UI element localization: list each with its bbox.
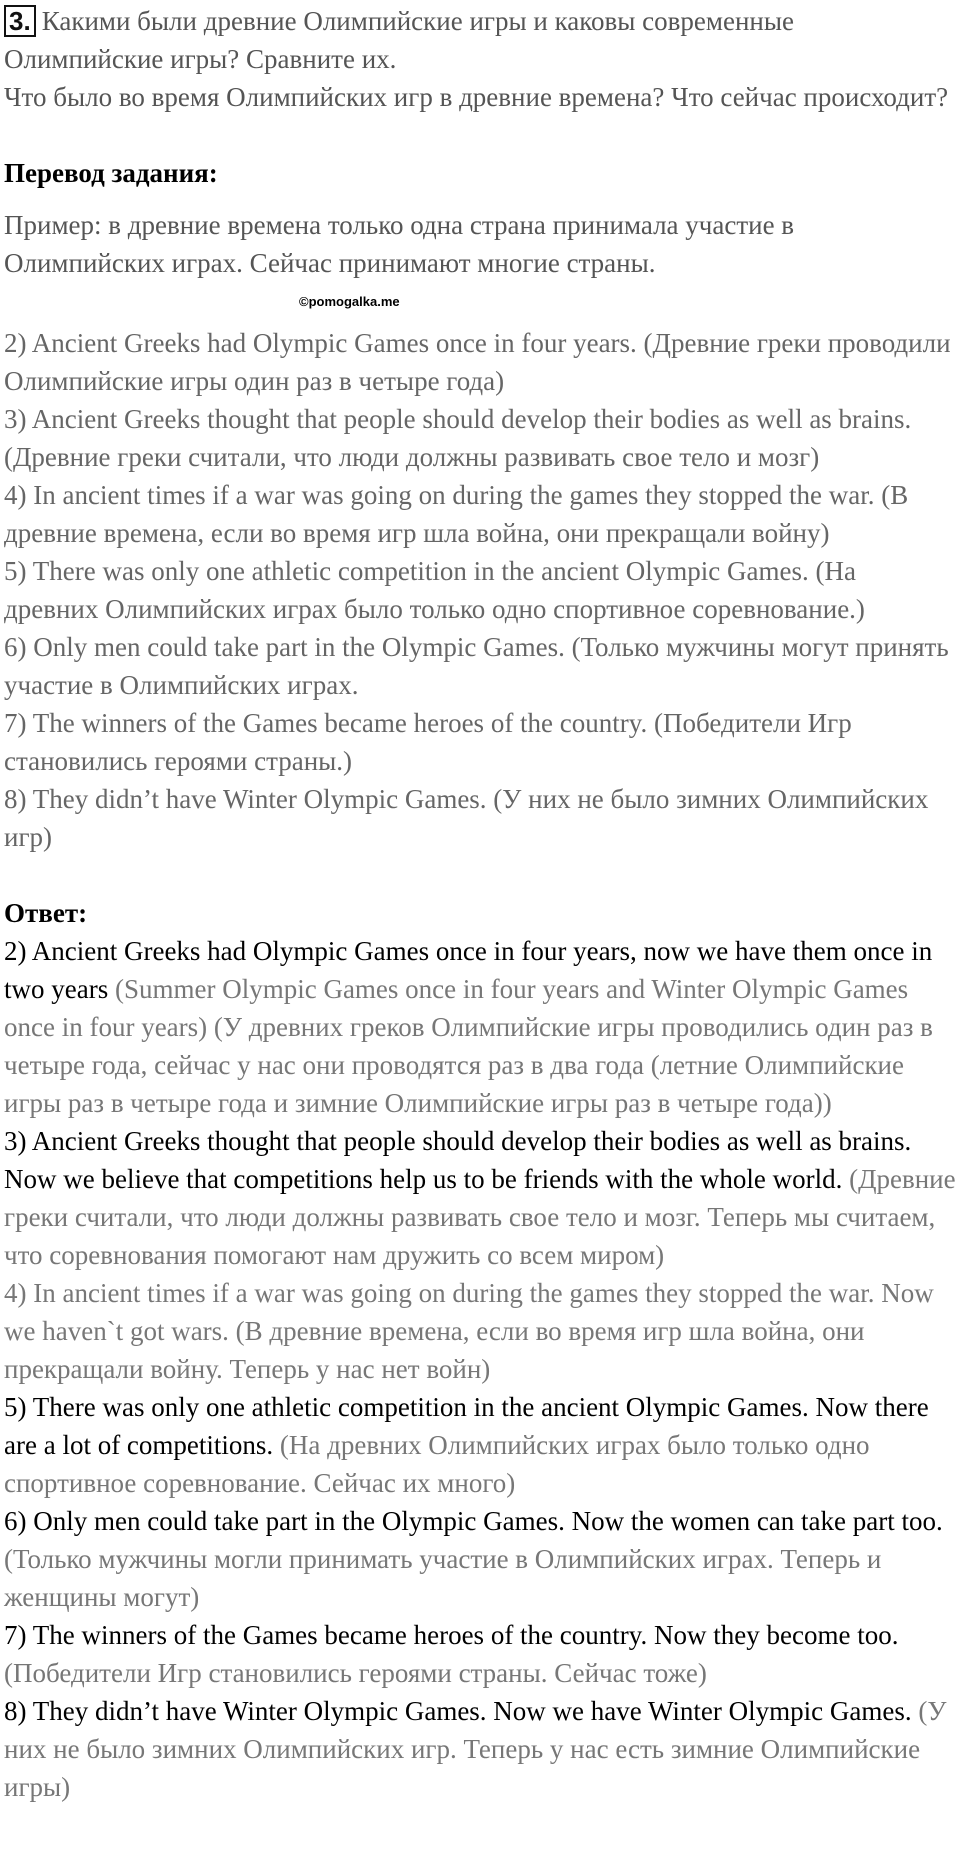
answer-translation: 4) In ancient times if a war was going on during the games they stopped the war. Now we haven`t got wars. (В древние времена, если во время игр шла война, они прекращали войну. Теперь у нас нет войн) xyxy=(4,1278,934,1384)
answer-translation: (Древние греки считали, что люди должны развивать свое тело и мозг. Теперь мы считаем, что соревнования помогают нам дружить со всем миром) xyxy=(4,1164,956,1270)
translation-heading: Перевод задания: xyxy=(4,158,218,188)
answer-item xyxy=(4,1388,956,1502)
answer-list xyxy=(4,932,956,1806)
answer-item xyxy=(4,1692,956,1806)
spacer xyxy=(4,116,956,154)
answer-item xyxy=(4,1502,956,1616)
translation-item: 7) The winners of the Games became heroes of the country. (Победители Игр становились героями страны.) xyxy=(4,708,852,776)
spacer xyxy=(4,192,956,206)
translation-item: 3) Ancient Greeks thought that people should develop their bodies as well as brains. (Древние греки считали, что люди должны развивать свое тело и мозг) xyxy=(4,404,912,472)
answer-translation: (Summer Olympic Games once in four years and Winter Olympic Games once in four years) (У древних греков Олимпийские игры проводились один раз в четыре года, сейчас у нас они проводятся раз в два года (летние Олимпийские игры раз в четыре года и зимние Олимпийские игры раз в четыре года)) xyxy=(4,974,933,1118)
translation-item: 8) They didn’t have Winter Olympic Games. (У них не было зимних Олимпийских игр) xyxy=(4,784,929,852)
task-question: Какими были древние Олимпийские игры и каковы современные Олимпийские игры? Сравните их. xyxy=(4,6,794,74)
document-page xyxy=(4,0,956,1806)
answer-translation: (Только мужчины могли принимать участие в Олимпийских играх. Теперь и женщины могут) xyxy=(4,1544,882,1612)
translation-example: Пример: в древние времена только одна страна принимала участие в Олимпийских играх. Сейчас принимают многие страны. xyxy=(4,210,795,278)
watermark: ©pomogalka.me xyxy=(299,294,400,309)
task-number-box: 3. xyxy=(4,5,36,37)
answer-translation: (Победители Игр становились героями страны. Сейчас тоже) xyxy=(4,1658,707,1688)
answer-english: 6) Only men could take part in the Olympic Games. Now the women can take part too. xyxy=(4,1506,943,1536)
answer-item xyxy=(4,1616,956,1692)
answer-translation: (У них не было зимних Олимпийских игр. Теперь у нас есть зимние Олимпийские игры) xyxy=(4,1696,947,1802)
answer-heading: Ответ: xyxy=(4,898,88,928)
spacer xyxy=(4,856,956,894)
task-subquestion: Что было во время Олимпийских игр в древние времена? Что сейчас происходит? xyxy=(4,82,949,112)
answer-english: 8) They didn’t have Winter Olympic Games. Now we have Winter Olympic Games. xyxy=(4,1696,912,1726)
answer-english: 7) The winners of the Games became heroes of the country. Now they become too. xyxy=(4,1620,899,1650)
translation-item: 2) Ancient Greeks had Olympic Games once in four years. (Древние греки проводили Олимпийские игры один раз в четыре года) xyxy=(4,328,951,396)
answer-item xyxy=(4,1122,956,1274)
answer-english: 5) There was only one athletic competition in the ancient Olympic Games. Now there are a lot of competitions. xyxy=(4,1392,929,1460)
translation-item: 5) There was only one athletic competition in the ancient Olympic Games. (На древних Олимпийских играх было только одно спортивное соревнование.) xyxy=(4,556,865,624)
answer-english: 3) Ancient Greeks thought that people should develop their bodies as well as brains. Now we believe that competitions help us to be friends with the whole world. xyxy=(4,1126,912,1194)
answer-item xyxy=(4,1274,956,1388)
translation-item: 4) In ancient times if a war was going on during the games they stopped the war. (В древние времена, если во время игр шла война, они прекращали войну) xyxy=(4,480,909,548)
translation-item: 6) Only men could take part in the Olympic Games. (Только мужчины могут принять участие в Олимпийских играх. xyxy=(4,632,949,700)
answer-english: 2) Ancient Greeks had Olympic Games once in four years, now we have them once in two years xyxy=(4,936,933,1004)
answer-item xyxy=(4,932,956,1122)
translation-list xyxy=(4,324,956,856)
task-statement xyxy=(4,0,956,78)
answer-translation: (На древних Олимпийских играх было только одно спортивное соревнование. Сейчас их много) xyxy=(4,1430,870,1498)
